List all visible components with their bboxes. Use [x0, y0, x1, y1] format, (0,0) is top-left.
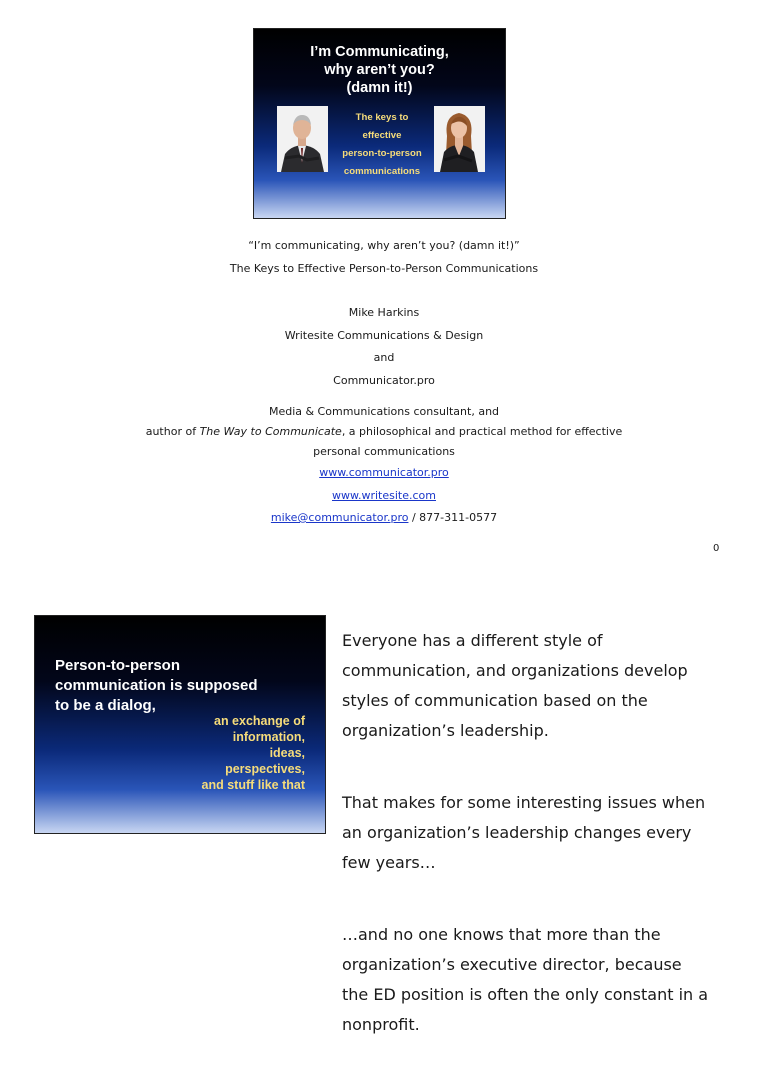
speaker-notes [342, 626, 712, 1082]
subtitle-line: information, [232, 730, 305, 744]
page-number: 0 [713, 543, 720, 554]
notes-paragraph: That makes for some interesting issues when an organization’s leadership changes every few years… [342, 793, 706, 872]
author-of-line-2: personal communications [313, 445, 455, 458]
title-line: to be a dialog, [55, 697, 156, 714]
company-name: Writesite Communications & Design [284, 328, 484, 342]
title-line: I’m Communicating, [310, 44, 449, 60]
writesite-link[interactable]: www.writesite.com [332, 488, 436, 502]
woman-portrait-photo [434, 106, 485, 172]
title-line: (damn it!) [346, 80, 413, 96]
title-line: Person-to-person [55, 657, 181, 674]
subtitle-line: person-to-person [342, 148, 422, 159]
company-name-2: Communicator.pro [333, 373, 435, 387]
phone-number: / 877-311-0577 [408, 511, 498, 524]
subtitle-line: communications [343, 166, 421, 177]
book-title: The Way to Communicate [199, 425, 342, 438]
subtitle-line: The keys to [355, 112, 409, 123]
notes-paragraph: Everyone has a different style of communication, and organizations develop styles of communication based on the organization’s leadership. [342, 631, 688, 740]
notes-paragraph: …and no one knows that more than the organization’s executive director, because the ED position is often the only constant in a nonprofit. [342, 925, 709, 1034]
communicator-link[interactable]: www.communicator.pro [319, 466, 449, 479]
title-line: why aren’t you? [324, 62, 435, 78]
subtitle-line: an exchange of [214, 714, 305, 728]
subtitle-line: and stuff like that [201, 778, 305, 792]
dialog-slide-subheading [202, 713, 305, 793]
title-slide-subheading [330, 109, 434, 181]
presentation-title: “I’m communicating, why aren’t you? (damn it!)” [248, 239, 520, 252]
cover-info [0, 235, 768, 530]
subtitle-line: effective [362, 130, 402, 141]
subtitle-line: perspectives, [225, 762, 305, 776]
dialog-slide-heading [55, 656, 258, 716]
dialog-slide-thumbnail [34, 615, 326, 834]
presentation-subtitle: The Keys to Effective Person-to-Person Communications [229, 261, 539, 275]
author-of-line: author of The Way to Communicate, a philosophical and practical method for effective [145, 425, 623, 438]
email-link[interactable]: mike@communicator.pro [270, 511, 409, 524]
title-slide-heading [254, 43, 505, 97]
author-name: Mike Harkins [348, 306, 420, 319]
man-portrait-photo [277, 106, 328, 172]
title-slide-thumbnail [253, 28, 506, 219]
title-line: communication is supposed [55, 677, 258, 694]
subtitle-line: ideas, [269, 746, 305, 760]
conjunction-text: and [373, 351, 395, 364]
role-line: Media & Communications consultant, and [268, 405, 500, 418]
